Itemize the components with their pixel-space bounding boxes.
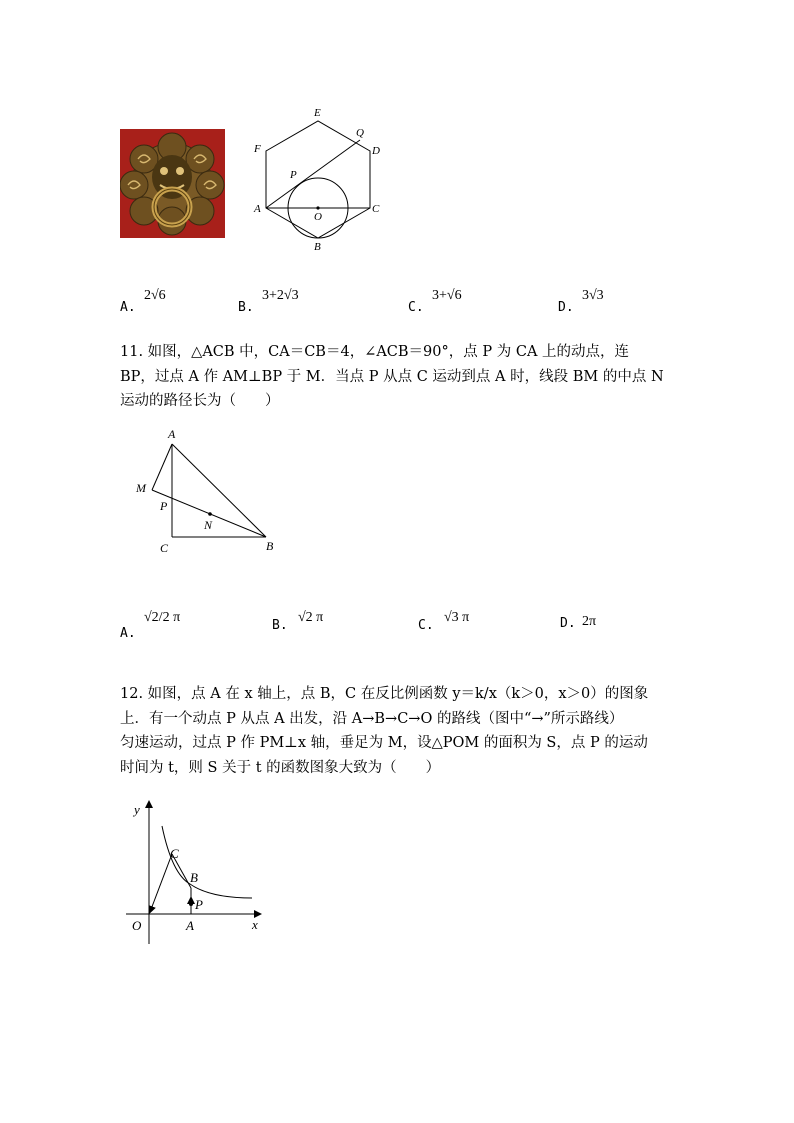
q12-figure [124, 796, 274, 948]
q12-line-3: 匀速运动，过点 P 作 PM⊥x 轴，垂足为 M，设△POM 的面积为 S，点 P 的运动 [120, 735, 648, 751]
label-Q: Q [356, 127, 364, 139]
label-O: O [314, 211, 322, 223]
label-C: C [170, 846, 179, 861]
label-C: C [372, 203, 380, 215]
label-x: x [252, 917, 258, 932]
label-P: P [290, 169, 297, 181]
q12-line-4: 时间为 t，则 S 关于 t 的函数图象大致为（ ） [120, 759, 441, 776]
option-expr: 2π [582, 614, 597, 629]
q11-text [120, 340, 680, 414]
hexagon-figure [248, 102, 388, 252]
label-P: P [195, 897, 203, 912]
q12-line-2: 上．有一个动点 P 从点 A 出发，沿 A→B→C→O 的路线（图中“→”所示路线） [120, 710, 624, 727]
label-D: D [372, 145, 380, 157]
option-letter: D. [558, 300, 574, 315]
label-C: C [160, 541, 169, 555]
option-expr: √2 π [298, 610, 324, 625]
q11-line-3: 运动的路径长为（ ） [120, 393, 280, 409]
q12-line-1: 12. 如图，点 A 在 x 轴上，点 B，C 在反比例函数 y＝k/x（k＞0，x＞0）的图象 [120, 686, 649, 702]
option-letter: B. [238, 300, 254, 315]
label-A: A [186, 918, 194, 933]
label-M: M [136, 481, 146, 495]
label-O: O [132, 918, 142, 933]
q11-figure [128, 424, 288, 560]
q10-options [120, 286, 680, 320]
label-B: B [266, 539, 274, 553]
option-expr: 3+√6 [432, 288, 462, 303]
option-expr: 3+2√3 [262, 288, 299, 303]
label-A: A [168, 427, 176, 441]
option-expr: 3√3 [582, 288, 604, 303]
q12-text [120, 682, 680, 780]
label-A: A [254, 203, 261, 215]
q11-line-2: BP，过点 A 作 AM⊥BP 于 M．当点 P 从点 C 运动到点 A 时，线段 BM 的中点 N [120, 368, 664, 385]
option-expr: 2√6 [144, 288, 166, 303]
q11-line-1: 11. 如图，△ACB 中，CA＝CB＝4，∠ACB＝90°，点 P 为 CA 上的动点，连 [120, 344, 630, 360]
option-letter: A. [120, 626, 136, 641]
option-expr: √3 π [444, 610, 470, 625]
label-B: B [314, 241, 321, 252]
label-y: y [134, 802, 140, 817]
option-letter: A. [120, 300, 136, 315]
option-letter: B. [272, 618, 288, 633]
option-letter: D. [560, 616, 576, 631]
option-letter: C. [418, 618, 434, 633]
label-F: F [254, 143, 261, 155]
label-N: N [204, 518, 213, 532]
label-E: E [314, 107, 321, 119]
label-P: P [160, 499, 168, 513]
option-letter: C. [408, 300, 424, 315]
option-expr: √2/2 π [144, 610, 181, 625]
label-B: B [190, 870, 198, 885]
q11-options [120, 598, 680, 642]
door-knocker-image [120, 129, 225, 238]
